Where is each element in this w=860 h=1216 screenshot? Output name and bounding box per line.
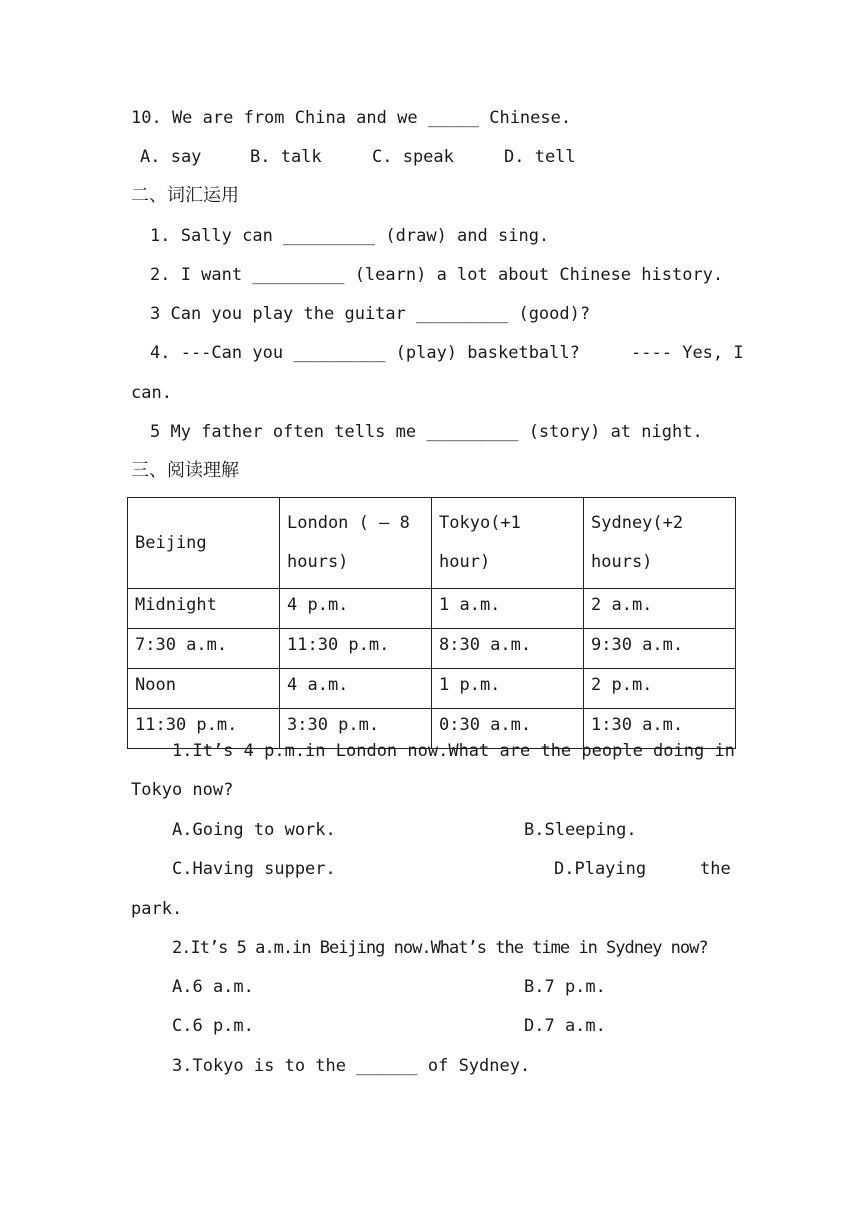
reading-q2-option-b: B.7 p.m. — [524, 977, 606, 997]
table-cell: 2 p.m. — [584, 669, 736, 709]
table-cell: 0:30 a.m. — [432, 709, 584, 749]
reading-q1-option-b: B.Sleeping. — [524, 820, 637, 840]
header-cell-london: London ( — 8 hours) — [280, 498, 432, 589]
table-row — [128, 669, 736, 709]
table-cell: 1 a.m. — [432, 589, 584, 629]
section3-heading: 三、阅读理解 — [131, 460, 239, 481]
q10-stem: 10. We are from China and we _____ Chinese. — [131, 108, 572, 128]
table-cell: 4 p.m. — [280, 589, 432, 629]
time-zone-table — [127, 497, 736, 749]
table-row — [128, 589, 736, 629]
reading-q1-option-d-tail: the — [700, 859, 731, 879]
reading-q1-option-d: D.Playing — [554, 859, 647, 879]
q10-option-d: D. tell — [504, 147, 576, 167]
reading-q1-option-d-wrap: park. — [131, 899, 183, 919]
reading-q1-stem-wrap: Tokyo now? — [131, 780, 234, 800]
section2-heading: 二、词汇运用 — [131, 185, 239, 206]
table-cell: Noon — [128, 669, 280, 709]
table-cell: 4 a.m. — [280, 669, 432, 709]
q10-option-c: C. speak — [372, 147, 454, 167]
table-cell: 1 p.m. — [432, 669, 584, 709]
vocab-item-4: 4. ---Can you _________ (play) basketball? ---- Yes, I — [150, 343, 744, 363]
vocab-item-5: 5 My father often tells me _________ (story) at night. — [150, 422, 703, 442]
reading-q2-stem: 2.It’s 5 a.m.in Beijing now.What’s the time in Sydney now? — [172, 938, 708, 958]
header-cell-tokyo: Tokyo(+1 hour) — [432, 498, 584, 589]
reading-q2-option-d: D.7 a.m. — [524, 1016, 606, 1036]
vocab-item-1: 1. Sally can _________ (draw) and sing. — [150, 226, 550, 246]
table-cell: 11:30 p.m. — [280, 629, 432, 669]
table-cell: 11:30 p.m. — [128, 709, 280, 749]
reading-q2-option-c: C.6 p.m. — [172, 1016, 254, 1036]
table-row — [128, 629, 736, 669]
table-cell: 9:30 a.m. — [584, 629, 736, 669]
q10-option-b: B. talk — [250, 147, 322, 167]
table-cell: Midnight — [128, 589, 280, 629]
table-cell: 1:30 a.m. — [584, 709, 736, 749]
vocab-item-3: 3 Can you play the guitar _________ (good)? — [150, 304, 591, 324]
table-cell: 3:30 p.m. — [280, 709, 432, 749]
table-cell: 8:30 a.m. — [432, 629, 584, 669]
reading-q3-stem: 3.Tokyo is to the ______ of Sydney. — [172, 1056, 531, 1076]
vocab-item-4-wrap: can. — [131, 383, 172, 403]
q10-option-a: A. say — [140, 147, 202, 167]
table-header-row — [128, 498, 736, 589]
reading-q1-option-a: A.Going to work. — [172, 820, 336, 840]
header-cell-beijing: Beijing — [128, 498, 280, 589]
vocab-item-2: 2. I want _________ (learn) a lot about Chinese history. — [150, 265, 724, 285]
reading-q1-stem: 1.It’s 4 p.m.in London now.What are the people doing in — [172, 741, 735, 761]
table-cell: 7:30 a.m. — [128, 629, 280, 669]
reading-q1-option-c: C.Having supper. — [172, 859, 336, 879]
header-cell-sydney: Sydney(+2 hours) — [584, 498, 736, 589]
reading-q2-option-a: A.6 a.m. — [172, 977, 254, 997]
table-cell: 2 a.m. — [584, 589, 736, 629]
